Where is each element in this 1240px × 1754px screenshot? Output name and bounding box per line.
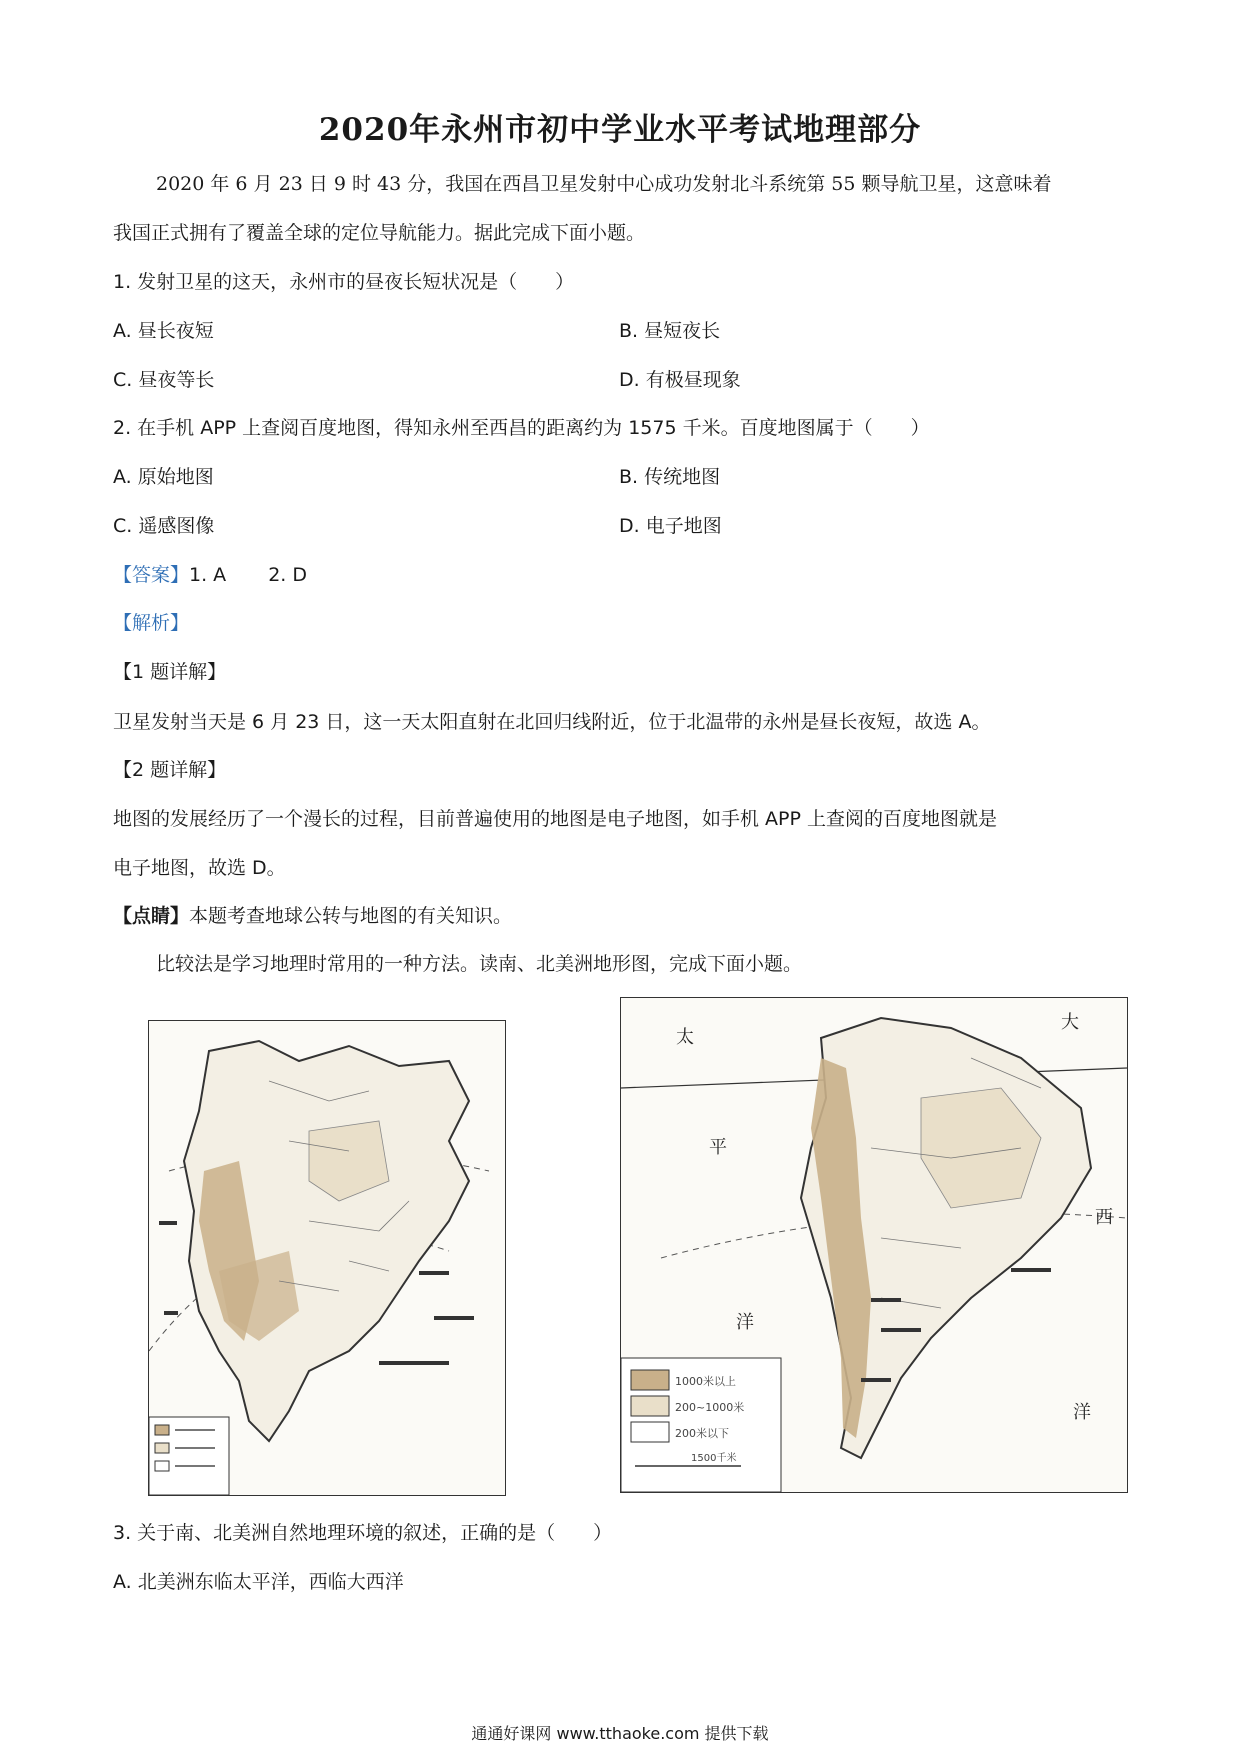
answer-1: 1. A (189, 564, 227, 586)
sa-scale: 1500千米 (691, 1453, 737, 1464)
page-title: 2020年永州市初中学业水平考试地理部分 (318, 112, 922, 148)
q1-option-a: A. 昼长夜短 (113, 320, 214, 342)
sa-label-ping: 平 (709, 1137, 727, 1158)
sa-legend-1: 1000米以上 (675, 1375, 736, 1388)
q2-option-a: A. 原始地图 (113, 466, 214, 488)
detail2-label: 【2 题详解】 (113, 759, 227, 781)
q1-option-c: C. 昼夜等长 (113, 369, 215, 391)
north-america-map (148, 1020, 506, 1496)
dianjing-label: 【点睛】 (113, 905, 190, 927)
q2-option-b: B. 传统地图 (619, 466, 721, 488)
q1-option-b: B. 昼短夜长 (619, 320, 721, 342)
answer-line (113, 563, 307, 587)
q3-stem: 3. 关于南、北美洲自然地理环境的叙述，正确的是（ ） (113, 1522, 613, 1544)
q3-option-a: A. 北美洲东临太平洋，西临大西洋 (113, 1571, 404, 1593)
q1-stem: 1. 发射卫星的这天，永州市的昼夜长短状况是（ ） (113, 271, 575, 293)
sa-label-tai: 太 (676, 1027, 694, 1048)
sa-legend-3: 200米以下 (675, 1427, 729, 1440)
q1-option-d: D. 有极昼现象 (619, 369, 741, 391)
dianjing-text: 本题考查地球公转与地图的有关知识。 (189, 905, 513, 927)
detail2-line-2: 电子地图，故选 D。 (113, 857, 286, 879)
q2-option-c: C. 遥感图像 (113, 515, 215, 537)
sa-label-yang-2: 洋 (1073, 1402, 1091, 1423)
sa-legend-2: 200~1000米 (675, 1401, 745, 1414)
intro-line-1: 2020 年 6 月 23 日 9 时 43 分，我国在西昌卫星发射中心成功发射北斗系统第 55 颗导航卫星，这意味着 (156, 173, 1052, 195)
sa-legend (621, 1358, 781, 1492)
footer-source: 通通好课网 www.tthaoke.com 提供下载 (471, 1724, 769, 1743)
sa-label-xi: 西 (1095, 1207, 1113, 1228)
intro-line-2: 我国正式拥有了覆盖全球的定位导航能力。据此完成下面小题。 (113, 222, 646, 244)
detail1-label: 【1 题详解】 (113, 661, 227, 683)
detail1-text: 卫星发射当天是 6 月 23 日，这一天太阳直射在北回归线附近，位于北温带的永州是昼长夜短，故选 A。 (113, 711, 991, 733)
na-legend (149, 1417, 229, 1495)
q2-stem: 2. 在手机 APP 上查阅百度地图，得知永州至西昌的距离约为 1575 千米。百度地图属于（ ） (113, 417, 930, 439)
answer-label: 【答案】 (113, 564, 190, 586)
analysis-label: 【解析】 (113, 612, 190, 634)
sa-label-yang-1: 洋 (736, 1312, 754, 1333)
sa-label-da: 大 (1061, 1012, 1079, 1033)
detail2-line-1: 地图的发展经历了一个漫长的过程，目前普遍使用的地图是电子地图，如手机 APP 上查阅的百度地图就是 (113, 808, 997, 830)
q2-option-d: D. 电子地图 (619, 515, 722, 537)
dianjing-line (113, 904, 512, 928)
intro-2: 比较法是学习地理时常用的一种方法。读南、北美洲地形图，完成下面小题。 (156, 953, 803, 975)
south-america-map (620, 997, 1128, 1493)
answer-2: 2. D (268, 564, 307, 586)
